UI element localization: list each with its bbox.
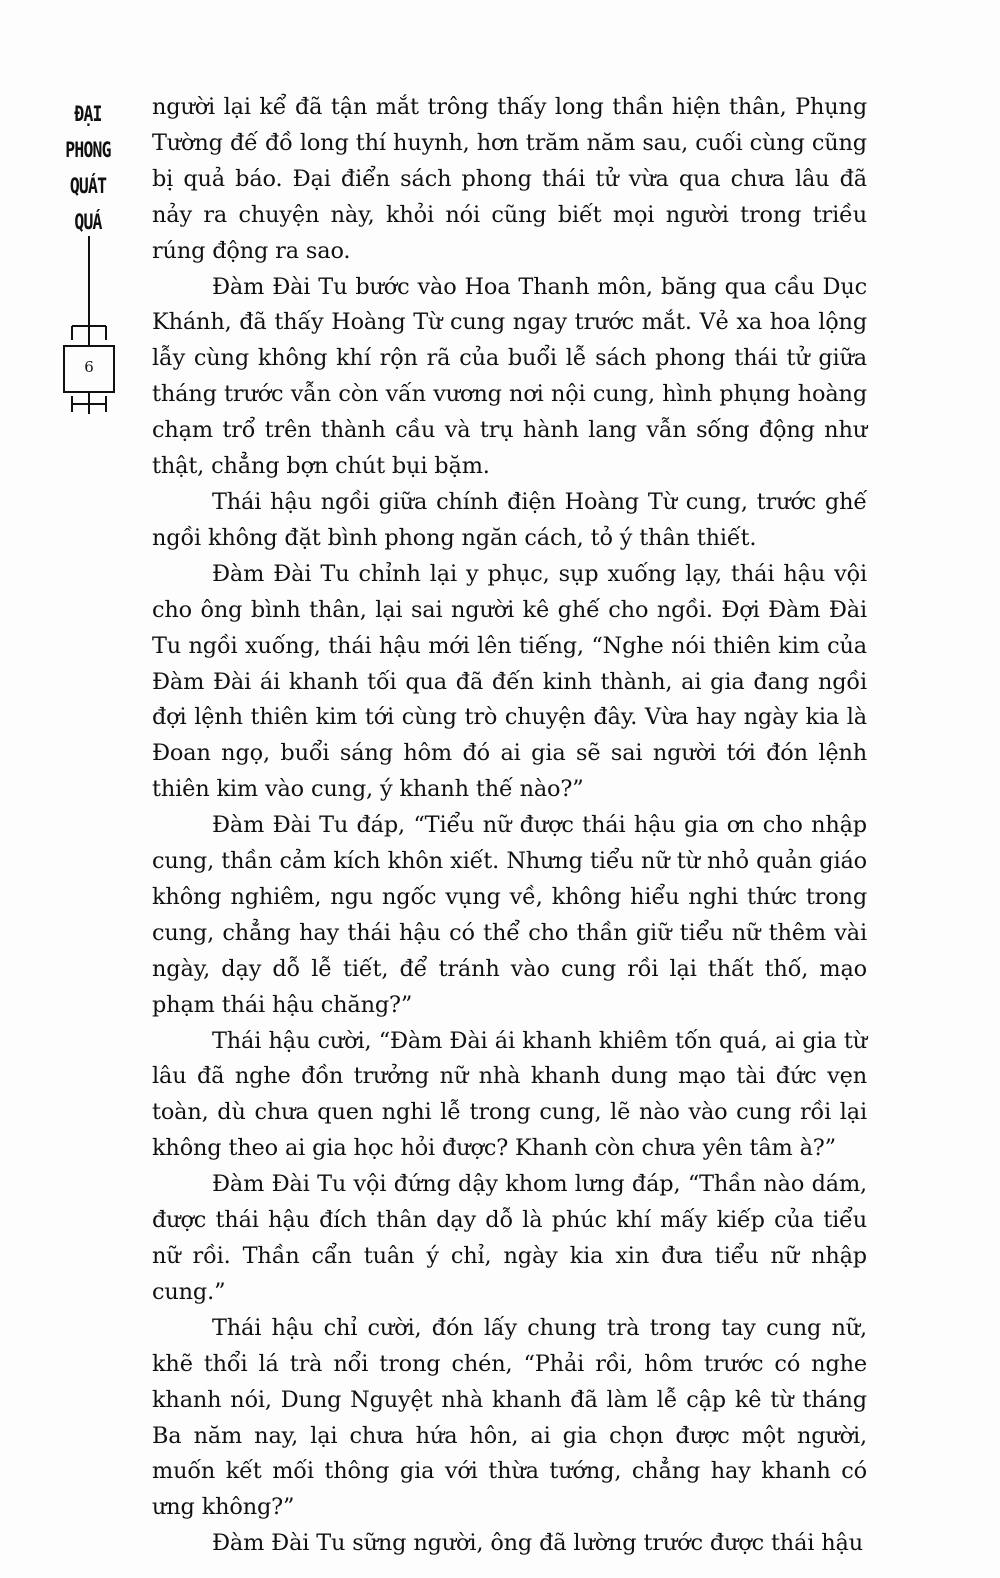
paragraph: Thái hậu cười, “Đàm Đài ái khanh khiêm tốn quá, ai gia từ lâu đã nghe đồn trưởng nữ nhà khanh dung mạo tài đức vẹn toàn, dù chưa quen nghi lễ trong cung, lẽ nào vào cung rồi lại không theo ai gia học hỏi được? Khanh còn chưa yên tâm à?” [152,1027,867,1162]
paragraph: Thái hậu chỉ cười, đón lấy chung trà trong tay cung nữ, khẽ thổi lá trà nổi trong chén, “Phải rồi, hôm trước có nghe khanh nói, Dung Nguyệt nhà khanh đã làm lễ cập kê từ tháng Ba năm nay, lại chưa hứa hôn, ai gia chọn được một người, muốn kết mối thông gia với thừa tướng, chẳng hay khanh có ưng không?” [152,1314,867,1521]
paragraph: Đàm Đài Tu bước vào Hoa Thanh môn, băng qua cầu Dục Khánh, đã thấy Hoàng Từ cung ngay trước mắt. Vẻ xa hoa lộng lẫy cùng không khí rộn rã của buổi lễ sách phong thái tử giữa tháng trước vẫn còn vấn vương nơi nội cung, hình phụng hoàng chạm trổ trên thành cầu và trụ hành lang vẫn sống động như thật, chẳng bợn chút bụi bặm. [152,273,867,480]
paragraph: Thái hậu ngồi giữa chính điện Hoàng Từ cung, trước ghế ngồi không đặt bình phong ngăn cách, tỏ ý thân thiết. [152,488,867,551]
paragraph: Đàm Đài Tu sững người, ông đã lường trước được thái hậu [212,1530,863,1557]
paragraph: người lại kể đã tận mắt trông thấy long thần hiện thân, Phụng Tường đế đồ long thí huynh, hơn trăm năm sau, cuối cùng cũng bị quả báo. Đại điển sách phong thái tử vừa qua chưa lâu đã nảy ra chuyện này, khỏi nói cũng biết mọi người trong triều rúng động ra sao. [152,94,867,264]
page-number-ornament [56,236,120,436]
book-title-word: QUÁ [74,210,102,234]
paragraph: Đàm Đài Tu đáp, “Tiểu nữ được thái hậu gia ơn cho nhập cung, thần cảm kích khôn xiết. Nhưng tiểu nữ từ nhỏ quản giáo không nghiêm, ngu ngốc vụng về, không hiểu nghi thức trong cung, chẳng hay thái hậu có thể cho thần giữ tiểu nữ thêm vài ngày, dạy dỗ lễ tiết, để tránh vào cung rồi lại thất thố, mạo phạm thái hậu chăng?” [152,812,867,1018]
book-title-word: PHONG [65,138,111,162]
paragraph: Đàm Đài Tu vội đứng dậy khom lưng đáp, “Thần nào dám, được thái hậu đích thân dạy dỗ là phúc khí mấy kiếp của tiểu nữ rồi. Thần cẩn tuân ý chỉ, ngày kia xin đưa tiểu nữ nhập cung.” [152,1171,867,1305]
paragraph: Đàm Đài Tu chỉnh lại y phục, sụp xuống lạy, thái hậu vội cho ông bình thân, lại sai người kê ghế cho ngồi. Đợi Đàm Đài Tu ngồi xuống, thái hậu mới lên tiếng, “Nghe nói thiên kim của Đàm Đài ái khanh tối qua đã đến kinh thành, ai gia đang ngồi đợi lệnh thiên kim tới cùng trò chuyện đây. Vừa hay ngày kia là Đoan ngọ, buổi sáng hôm đó ai gia sẽ sai người tới đón lệnh thiên kim vào cung, ý khanh thế nào?” [152,560,867,803]
book-title-word: QUÁT [69,174,107,198]
book-title-word: ĐẠI [74,102,102,126]
body-text [152,90,867,1562]
page-number: 6 [84,358,94,376]
book-title-vertical [56,96,120,240]
